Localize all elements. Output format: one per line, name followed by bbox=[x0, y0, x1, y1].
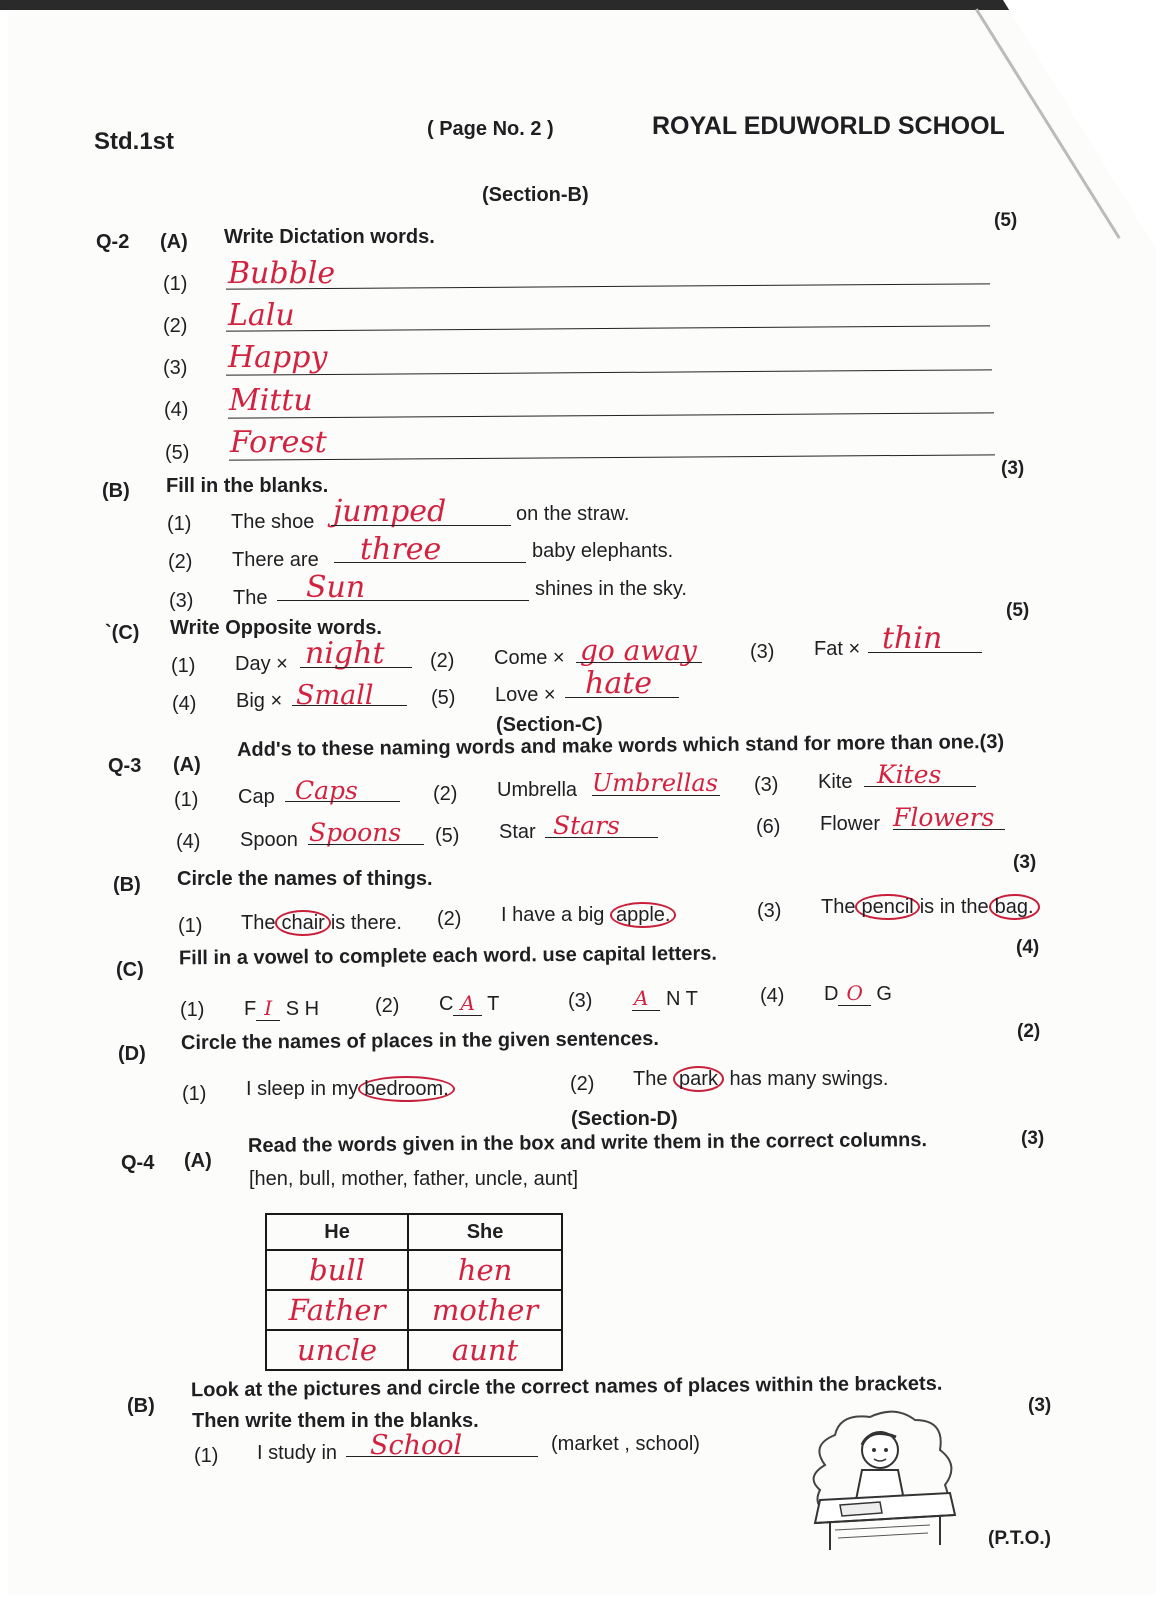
q3c-instruction: Fill in a vowel to complete each word. use capital letters. bbox=[178, 942, 718, 970]
circle-number: (2) bbox=[437, 908, 462, 930]
word-part: C bbox=[439, 993, 454, 1015]
table-cell: aunt bbox=[408, 1330, 562, 1370]
opposite-number: (3) bbox=[750, 641, 775, 663]
dictation-answer: Mittu bbox=[229, 383, 313, 418]
place-number: (2) bbox=[570, 1073, 595, 1095]
section-d-title: (Section-D) bbox=[571, 1108, 678, 1130]
answer-line bbox=[331, 525, 511, 526]
q3b-instruction: Circle the names of things. bbox=[177, 868, 433, 890]
table-row bbox=[266, 1250, 562, 1290]
plural-word: Flower bbox=[820, 813, 881, 835]
answer-line bbox=[565, 697, 679, 698]
table-cell: Father bbox=[266, 1290, 408, 1330]
place-options: (market , school) bbox=[551, 1433, 700, 1455]
opposite-number: (5) bbox=[431, 687, 456, 709]
gender-table bbox=[265, 1213, 563, 1371]
vowel-item bbox=[632, 986, 698, 1011]
plural-word: Kite bbox=[818, 771, 853, 793]
q4a-instruction: Read the words given in the box and write them in the correct columns. bbox=[247, 1129, 928, 1157]
plural-answer: Caps bbox=[295, 776, 358, 805]
blank-after: shines in the sky. bbox=[535, 578, 687, 600]
vowel-answer: A bbox=[632, 986, 660, 1011]
dictation-number: (4) bbox=[164, 399, 189, 421]
vowel-item bbox=[439, 991, 499, 1016]
blank-answer: three bbox=[360, 532, 442, 567]
answer-line bbox=[308, 844, 424, 845]
answer-line bbox=[292, 705, 407, 706]
sentence-text: The bbox=[241, 912, 276, 934]
vowel-answer: I bbox=[256, 996, 280, 1021]
q4a-label: (A) bbox=[184, 1150, 212, 1172]
blank-number: (3) bbox=[169, 590, 194, 612]
dictation-answer: Happy bbox=[228, 340, 328, 375]
dictation-answer: Bubble bbox=[228, 256, 336, 291]
plural-answer: Flowers bbox=[893, 803, 995, 832]
q2b-marks: (3) bbox=[1001, 458, 1025, 479]
blank-after: baby elephants. bbox=[532, 540, 674, 562]
q4b-marks: (3) bbox=[1028, 1395, 1052, 1416]
place-item-text: I study in bbox=[257, 1442, 338, 1464]
table-cell: bull bbox=[266, 1250, 408, 1290]
place-item-number: (1) bbox=[194, 1445, 219, 1467]
plural-number: (5) bbox=[435, 825, 460, 847]
opposite-answer: go away bbox=[580, 634, 697, 667]
opposite-word: Love × bbox=[495, 684, 556, 706]
q3d-label: (D) bbox=[118, 1043, 146, 1065]
dictation-number: (3) bbox=[163, 357, 188, 379]
q2b-label: (B) bbox=[102, 480, 130, 502]
table-cell: mother bbox=[408, 1290, 562, 1330]
vowel-number: (3) bbox=[568, 990, 593, 1012]
plural-number: (6) bbox=[756, 816, 781, 838]
plural-answer: Stars bbox=[553, 811, 620, 840]
q2-number: Q-2 bbox=[96, 231, 130, 253]
answer-line bbox=[893, 829, 1005, 830]
table-cell: hen bbox=[408, 1250, 562, 1290]
circled-word: bedroom. bbox=[358, 1076, 455, 1102]
q4a-marks: (3) bbox=[1021, 1128, 1045, 1149]
q4b-instruction-line1: Look at the pictures and circle the correct names of places within the brackets. bbox=[190, 1372, 943, 1402]
opposite-answer: hate bbox=[585, 666, 653, 701]
plural-word: Spoon bbox=[240, 829, 298, 851]
vowel-item bbox=[824, 981, 892, 1006]
word-part: N T bbox=[666, 988, 698, 1010]
table-cell: uncle bbox=[266, 1330, 408, 1370]
sentence-text: is there. bbox=[330, 912, 402, 934]
answer-line bbox=[285, 801, 400, 802]
word-part: T bbox=[487, 993, 500, 1015]
blank-after: on the straw. bbox=[516, 503, 630, 525]
answer-line bbox=[277, 600, 529, 601]
q2a-instruction: Write Dictation words. bbox=[224, 226, 435, 248]
q2a-marks: (5) bbox=[994, 210, 1018, 231]
circle-number: (1) bbox=[178, 915, 203, 937]
plural-number: (2) bbox=[433, 783, 458, 805]
vowel-item bbox=[244, 996, 319, 1021]
vowel-number: (2) bbox=[375, 995, 400, 1017]
q2c-instruction: Write Opposite words. bbox=[170, 617, 382, 639]
word-list: [hen, bull, mother, father, uncle, aunt] bbox=[249, 1168, 579, 1190]
word-part: S H bbox=[285, 998, 320, 1020]
q3b-marks: (3) bbox=[1013, 852, 1037, 873]
q3c-label: (C) bbox=[116, 959, 144, 981]
folded-corner bbox=[1003, 0, 1163, 260]
q3b-label: (B) bbox=[113, 874, 141, 896]
q2c-label: `(C) bbox=[105, 622, 140, 644]
circle-sentence bbox=[821, 896, 1040, 919]
dictation-answer: Forest bbox=[230, 425, 327, 460]
sentence-text: The bbox=[821, 896, 856, 918]
circled-word: chair bbox=[275, 910, 330, 936]
table-row bbox=[266, 1290, 562, 1330]
plural-number: (4) bbox=[176, 831, 201, 853]
answer-line bbox=[864, 786, 976, 787]
answer-line bbox=[346, 1456, 538, 1457]
q2c-marks: (5) bbox=[1006, 600, 1030, 621]
table-header: She bbox=[408, 1214, 562, 1250]
dictation-number: (2) bbox=[163, 315, 188, 337]
opposite-word: Day × bbox=[235, 653, 288, 675]
q4b-label: (B) bbox=[127, 1395, 155, 1417]
plural-word: Star bbox=[499, 821, 536, 843]
blank-answer: jumped bbox=[333, 494, 447, 529]
answer-line bbox=[592, 795, 720, 796]
q4b-instruction-line2: Then write them in the blanks. bbox=[192, 1410, 479, 1432]
table-row bbox=[266, 1330, 562, 1370]
q2a-label: (A) bbox=[160, 231, 188, 253]
table-header: He bbox=[266, 1214, 408, 1250]
answer-line bbox=[576, 662, 702, 663]
circle-sentence bbox=[501, 904, 676, 927]
circled-word: bag. bbox=[989, 894, 1040, 920]
answer-line bbox=[334, 562, 526, 563]
vowel-answer: O bbox=[838, 981, 870, 1006]
q3a-instruction: Add's to these naming words and make words which stand for more than one.(3) bbox=[236, 730, 1005, 762]
q3d-marks: (2) bbox=[1017, 1021, 1041, 1042]
vowel-number: (4) bbox=[760, 985, 785, 1007]
blank-before: There are bbox=[232, 549, 319, 571]
vowel-number: (1) bbox=[180, 999, 205, 1021]
sentence-text: is in the bbox=[919, 896, 989, 918]
word-part: G bbox=[876, 983, 892, 1005]
section-c-title: (Section-C) bbox=[496, 714, 603, 736]
dictation-number: (1) bbox=[163, 273, 188, 295]
opposite-answer: night bbox=[305, 636, 385, 671]
q3a-label: (A) bbox=[173, 754, 201, 776]
blank-before: The bbox=[233, 587, 268, 609]
place-sentence bbox=[246, 1078, 455, 1101]
scan-edge bbox=[0, 0, 1163, 10]
sentence-text: The bbox=[633, 1068, 668, 1090]
plural-answer: Umbrellas bbox=[592, 769, 718, 797]
word-part: D bbox=[824, 983, 839, 1005]
plural-word: Cap bbox=[238, 786, 275, 808]
q3c-marks: (4) bbox=[1016, 937, 1040, 958]
vowel-answer: A bbox=[453, 991, 481, 1016]
opposite-number: (2) bbox=[430, 650, 455, 672]
std-label: Std.1st bbox=[94, 128, 175, 155]
school-name: ROYAL EDUWORLD SCHOOL bbox=[652, 112, 1005, 140]
circled-word: apple. bbox=[610, 902, 677, 928]
pto-label: (P.T.O.) bbox=[988, 1528, 1051, 1549]
opposite-word: Fat × bbox=[814, 638, 861, 660]
plural-answer: Kites bbox=[877, 760, 942, 789]
opposite-number: (1) bbox=[171, 655, 196, 677]
plural-number: (3) bbox=[754, 774, 779, 796]
circled-word: pencil bbox=[855, 894, 919, 920]
section-b-title: (Section-B) bbox=[482, 184, 589, 206]
circle-number: (3) bbox=[757, 900, 782, 922]
circled-word: park bbox=[673, 1066, 724, 1092]
q2b-instruction: Fill in the blanks. bbox=[166, 475, 329, 497]
dictation-number: (5) bbox=[165, 442, 190, 464]
q4-number: Q-4 bbox=[121, 1152, 155, 1174]
student-studying-illustration bbox=[800, 1405, 965, 1555]
place-number: (1) bbox=[182, 1083, 207, 1105]
q3d-instruction: Circle the names of places in the given sentences. bbox=[180, 1027, 660, 1055]
plural-word: Umbrella bbox=[497, 779, 578, 801]
blank-before: The shoe bbox=[231, 511, 315, 533]
q3-number: Q-3 bbox=[108, 755, 142, 777]
place-answer: School bbox=[370, 1430, 463, 1461]
blank-number: (2) bbox=[168, 551, 193, 573]
opposite-number: (4) bbox=[172, 693, 197, 715]
page-number: ( Page No. 2 ) bbox=[427, 118, 554, 140]
circle-sentence bbox=[241, 912, 402, 935]
place-sentence bbox=[633, 1068, 888, 1091]
answer-line bbox=[545, 837, 658, 838]
plural-answer: Spoons bbox=[309, 818, 402, 847]
blank-number: (1) bbox=[167, 513, 192, 535]
plural-number: (1) bbox=[174, 789, 199, 811]
opposite-word: Big × bbox=[236, 690, 283, 712]
opposite-word: Come × bbox=[494, 647, 565, 669]
word-part: F bbox=[244, 998, 257, 1020]
blank-answer: Sun bbox=[306, 570, 366, 605]
dictation-answer: Lalu bbox=[228, 298, 295, 333]
sentence-text: I have a big bbox=[501, 904, 605, 926]
opposite-answer: thin bbox=[882, 621, 943, 656]
answer-line bbox=[868, 652, 982, 653]
answer-line bbox=[300, 667, 412, 668]
opposite-answer: Small bbox=[296, 680, 374, 711]
sentence-text: I sleep in my bbox=[246, 1078, 359, 1100]
sentence-text: has many swings. bbox=[729, 1068, 889, 1090]
